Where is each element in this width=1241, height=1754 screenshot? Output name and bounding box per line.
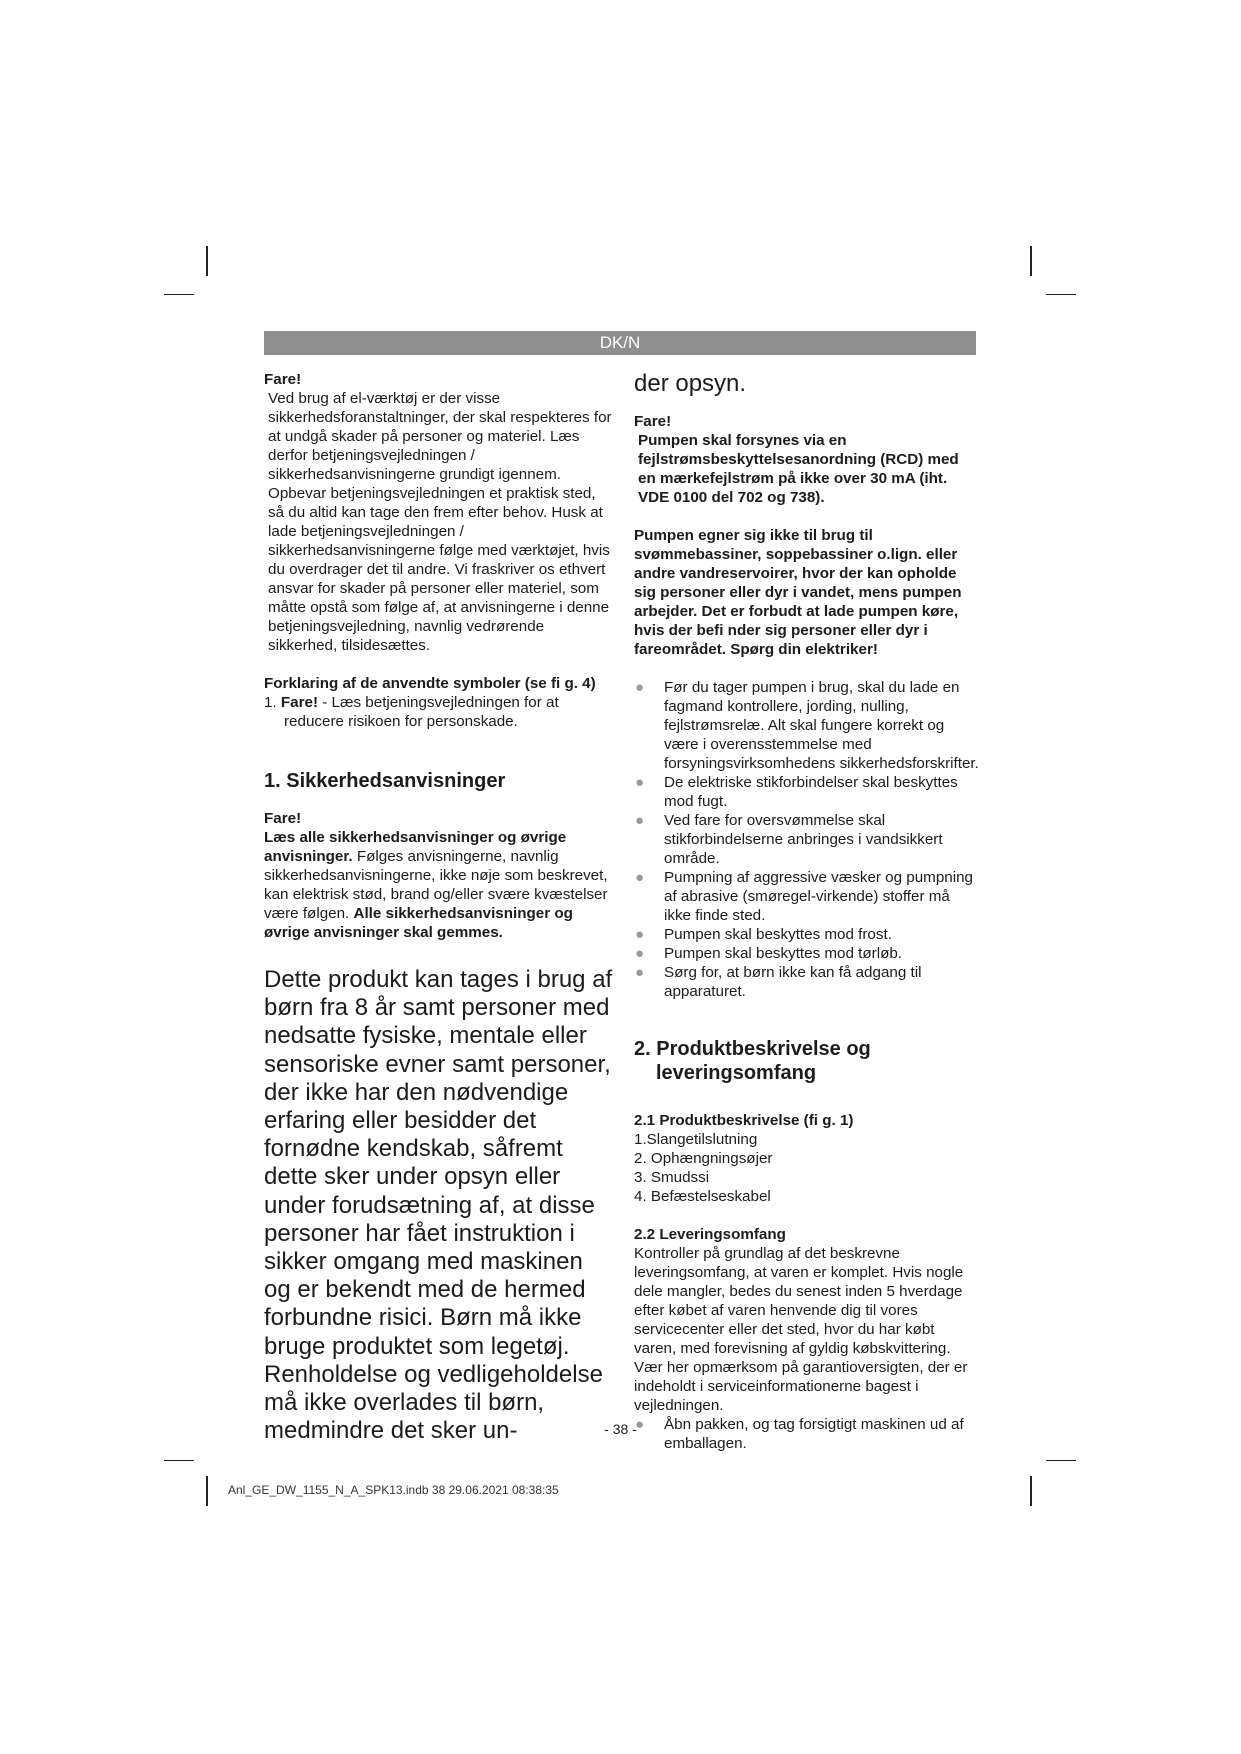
delivery-scope-text: Kontroller på grundlag af det beskrevne leveringsomfang, at varen er komplet. Hvis nogle dele mangler, bedes du senest inden 5 hverdage efter købet af varen henvende dig til vores servicecenter eller det sted, hvor du har købt varen, med forevisning af gyldig købskvittering. Vær her opmærksom på garantioversigten, der er indeholdt i serviceinformationerne bagest i vejledningen. <box>634 1245 968 1415</box>
bullet-icon: ● <box>635 812 645 830</box>
symbol-number: 1. <box>264 694 277 711</box>
crop-mark <box>206 1476 208 1506</box>
section-2-heading <box>634 1037 980 1085</box>
section-2-heading-line2: leveringsomfang <box>656 1062 817 1085</box>
symbol-item-1 <box>264 693 614 731</box>
list-item: ● Åbn pakken, og tag forsigtigt maskinen ud af emballagen. <box>635 1416 964 1453</box>
crop-mark <box>1046 294 1076 295</box>
warning-bold: Alle sikkerhedsanvisninger og øvrige anvisninger skal gemmes. <box>264 905 573 941</box>
section-1-heading: 1. Sikkerhedsanvisninger <box>264 770 506 792</box>
crop-mark <box>206 246 208 276</box>
list-item: ● Ved fare for oversvømmelse skal stikforbindelserne anbringes i vandsikkert område. <box>635 812 943 868</box>
list-item: 4. Befæstelseskabel <box>634 1188 771 1206</box>
print-file-info: Anl_GE_DW_1155_N_A_SPK13.indb 38 29.06.2021 08:38:35 <box>228 1483 559 1497</box>
symbols-heading: Forklaring af de anvendte symboler (se fi g. 4) <box>264 675 596 692</box>
crop-mark <box>164 1460 194 1461</box>
warning-body <box>264 828 614 942</box>
warning-title: Fare! <box>634 413 672 431</box>
crop-mark <box>1030 246 1032 276</box>
warning-title: Fare! <box>264 371 302 388</box>
page-number: - 38 - <box>604 1421 637 1437</box>
left-column <box>264 370 614 1445</box>
warning-body: Ved brug af el-værktøj er der visse sikkerhedsforanstaltninger, der skal respekteres for at undgå skader på personer og materiel. Læs derfor betjeningsvejledningen / sikkerhedsanvisningerne grundigt igennem. Opbevar betjeningsvejledningen et praktisk sted, så du altid kan tage den frem efter behov. Husk at lade betjeningsvejledningen / sikkerhedsanvisningerne følge med værktøjet, hvis du overdrager det til andre. Vi fraskriver os ethvert ansvar for skader på personer eller materiel, som måtte opstå som følge af, at anvisningerne i denne betjeningsvejledning, navnlig vedrørende sikkerhed, tilsidesættes. <box>268 390 612 654</box>
subsection-2-2-heading: 2.2 Leveringsomfang <box>634 1226 786 1244</box>
list-item: 2. Ophængningsøjer <box>634 1150 773 1168</box>
language-header-bar <box>264 331 976 355</box>
list-item: ● Pumpen skal beskyttes mod frost. <box>635 926 892 944</box>
subsection-2-1-heading: 2.1 Produktbeskrivelse (fi g. 1) <box>634 1112 854 1130</box>
section-2-heading-line1: 2. Produktbeskrivelse og <box>634 1038 871 1061</box>
crop-mark <box>1030 1476 1032 1506</box>
safety-bullets <box>634 678 980 1001</box>
warning-bold: Læs alle sikkerhedsanvisninger og øvrige anvisninger. <box>264 829 567 865</box>
bullet-icon: ● <box>635 679 645 697</box>
list-item: ● Pumpning af aggressive væsker og pumpning af abrasive (smøregel-virkende) stoffer må ikke finde sted. <box>635 869 973 925</box>
warning-title: Fare! <box>264 810 302 827</box>
children-notice: Dette produkt kan tages i brug af børn fra 8 år samt personer med nedsatte fysiske, mentale eller sensoriske evner samt personer, der ikke har den nødvendige erfaring eller besidder det fornødne kendskab, såfremt dette sker under opsyn eller under forudsætning af, at disse personer har fået instruktion i sikker omgang med maskinen og er bekendt med de hermed forbundne risici. Børn må ikke bruge produktet som legetøj. Renholdelse og vedligeholdelse må ikke overlades til børn, medmindre det sker un- <box>264 966 613 1445</box>
bullet-icon: ● <box>635 945 645 963</box>
bullet-icon: ● <box>635 926 645 944</box>
list-item: 1.Slangetilslutning <box>634 1131 758 1149</box>
rcd-warning: Pumpen skal forsynes via en fejlstrømsbeskyttelsesanordning (RCD) med en mærkefejlstrøm på ikke over 30 mA (iht. VDE 0100 del 702 og 738). <box>638 432 959 507</box>
warning-text: Følges anvisningerne, navnlig sikkerhedsanvisningerne, ikke nøje som beskrevet, kan elektrisk stød, brand og/eller svære kvæstelser være følgen. <box>264 848 608 922</box>
bullet-icon: ● <box>635 774 645 792</box>
symbol-text: - Læs betjeningsvejledningen for at reducere risikoen for personskade. <box>284 694 559 730</box>
list-item: ● Før du tager pumpen i brug, skal du lade en fagmand kontrollere, jording, nulling, fejlstrømsrelæ. Alt skal fungere korrekt og være i overensstemmelse med forsyningsvirksomhedens sikkerhedsforskrifter. <box>635 679 979 773</box>
language-label: DK/N <box>599 333 641 352</box>
symbol-bold: Fare! <box>280 694 319 711</box>
right-column <box>634 370 980 1453</box>
bullet-icon: ● <box>635 1416 645 1434</box>
list-item: ● Pumpen skal beskyttes mod tørløb. <box>635 945 903 963</box>
list-item: ● Sørg for, at børn ikke kan få adgang til apparaturet. <box>635 964 922 1001</box>
bullet-icon: ● <box>635 869 645 887</box>
list-item: 3. Smudssi <box>634 1169 710 1187</box>
list-item: ● De elektriske stikforbindelser skal beskyttes mod fugt. <box>635 774 958 811</box>
parts-list <box>634 1130 980 1206</box>
children-notice-continued: der opsyn. <box>634 370 747 397</box>
crop-mark <box>164 294 194 295</box>
pool-warning: Pumpen egner sig ikke til brug til svømmebassiner, soppebassiner o.lign. eller andre vandreservoirer, hvor der kan opholde sig personer eller dyr i vandet, mens pumpen arbejder. Det er forbudt at lade pumpen køre, hvis der befi nder sig personer eller dyr i fareområdet. Spørg din elektriker! <box>634 527 962 659</box>
crop-mark <box>1046 1460 1076 1461</box>
bullet-icon: ● <box>635 964 645 982</box>
